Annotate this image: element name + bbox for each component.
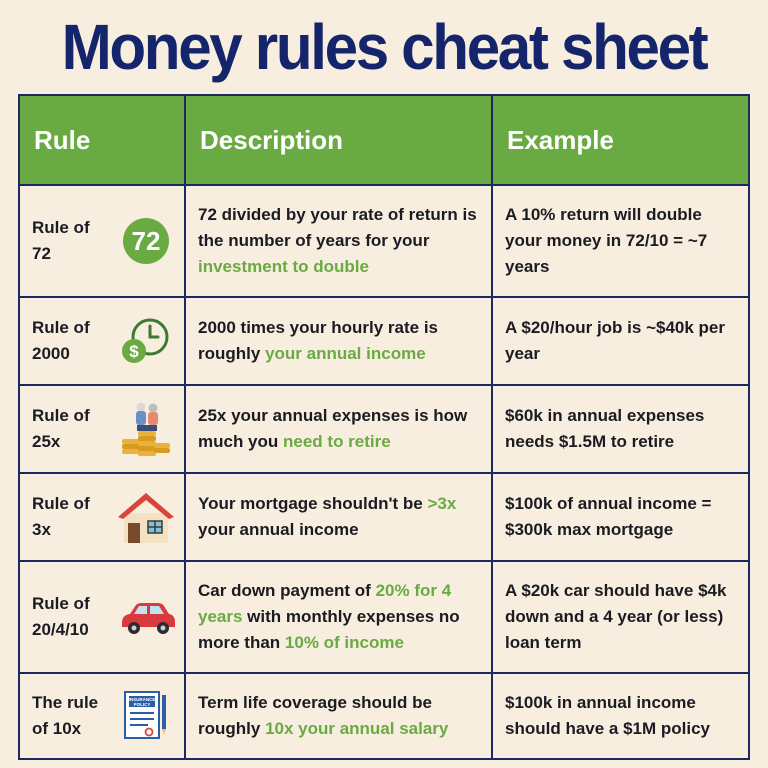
rule-name: Rule of 20/4/10 (32, 594, 90, 639)
table-row (19, 673, 749, 759)
rule-name: Rule of 25x (32, 406, 90, 451)
table-row (19, 297, 749, 385)
header-example: Example (492, 95, 749, 185)
rule-cell (19, 673, 185, 759)
svg-text:POLICY: POLICY (133, 702, 151, 707)
description-cell: Car down payment of 20% for 4 years with monthly expenses no more than 10% of income (185, 561, 492, 673)
example-cell: A $20k car should have $4k down and a 4 year (or less) loan term (492, 561, 749, 673)
header-rule: Rule (19, 95, 185, 185)
table-row (19, 473, 749, 561)
example-cell: $100k of annual income = $300k max mortgage (492, 473, 749, 561)
rule-cell (19, 385, 185, 473)
page-title: Money rules cheat sheet (61, 11, 707, 83)
retirees-coins-icon (120, 403, 172, 455)
table-row (19, 561, 749, 673)
rule-name: Rule of 3x (32, 494, 90, 539)
description-cell: 72 divided by your rate of return is the number of years for your investment to double (185, 185, 492, 297)
rules-table (18, 94, 750, 760)
rule-cell (19, 297, 185, 385)
house-icon (114, 491, 178, 543)
example-cell: A 10% return will double your money in 72/10 = ~7 years (492, 185, 749, 297)
svg-text:72: 72 (131, 226, 161, 256)
example-cell: $100k in annual income should have a $1M policy (492, 673, 749, 759)
rule-name: Rule of 2000 (32, 318, 90, 363)
description-cell: 25x your annual expenses is how much you need to retire (185, 385, 492, 473)
rule-name: Rule of 72 (32, 218, 90, 263)
description-cell: Term life coverage should be roughly 10x your annual salary (185, 673, 492, 759)
table-header-row (19, 95, 749, 185)
svg-text:INSURANCE: INSURANCE (128, 697, 156, 702)
clock-dollar-icon (120, 315, 172, 367)
rule-cell (19, 185, 185, 297)
rule-name: The rule of 10x (32, 693, 99, 738)
table-row (19, 185, 749, 297)
car-icon (118, 591, 178, 643)
description-cell: 2000 times your hourly rate is roughly your annual income (185, 297, 492, 385)
rule-cell (19, 561, 185, 673)
72-badge-icon (120, 215, 172, 267)
insurance-policy-icon (120, 690, 172, 742)
rule-cell (19, 473, 185, 561)
header-description: Description (185, 95, 492, 185)
description-cell: Your mortgage shouldn't be >3x your annual income (185, 473, 492, 561)
example-cell: $60k in annual expenses needs $1.5M to retire (492, 385, 749, 473)
svg-text:$: $ (129, 342, 139, 361)
table-row (19, 385, 749, 473)
example-cell: A $20/hour job is ~$40k per year (492, 297, 749, 385)
